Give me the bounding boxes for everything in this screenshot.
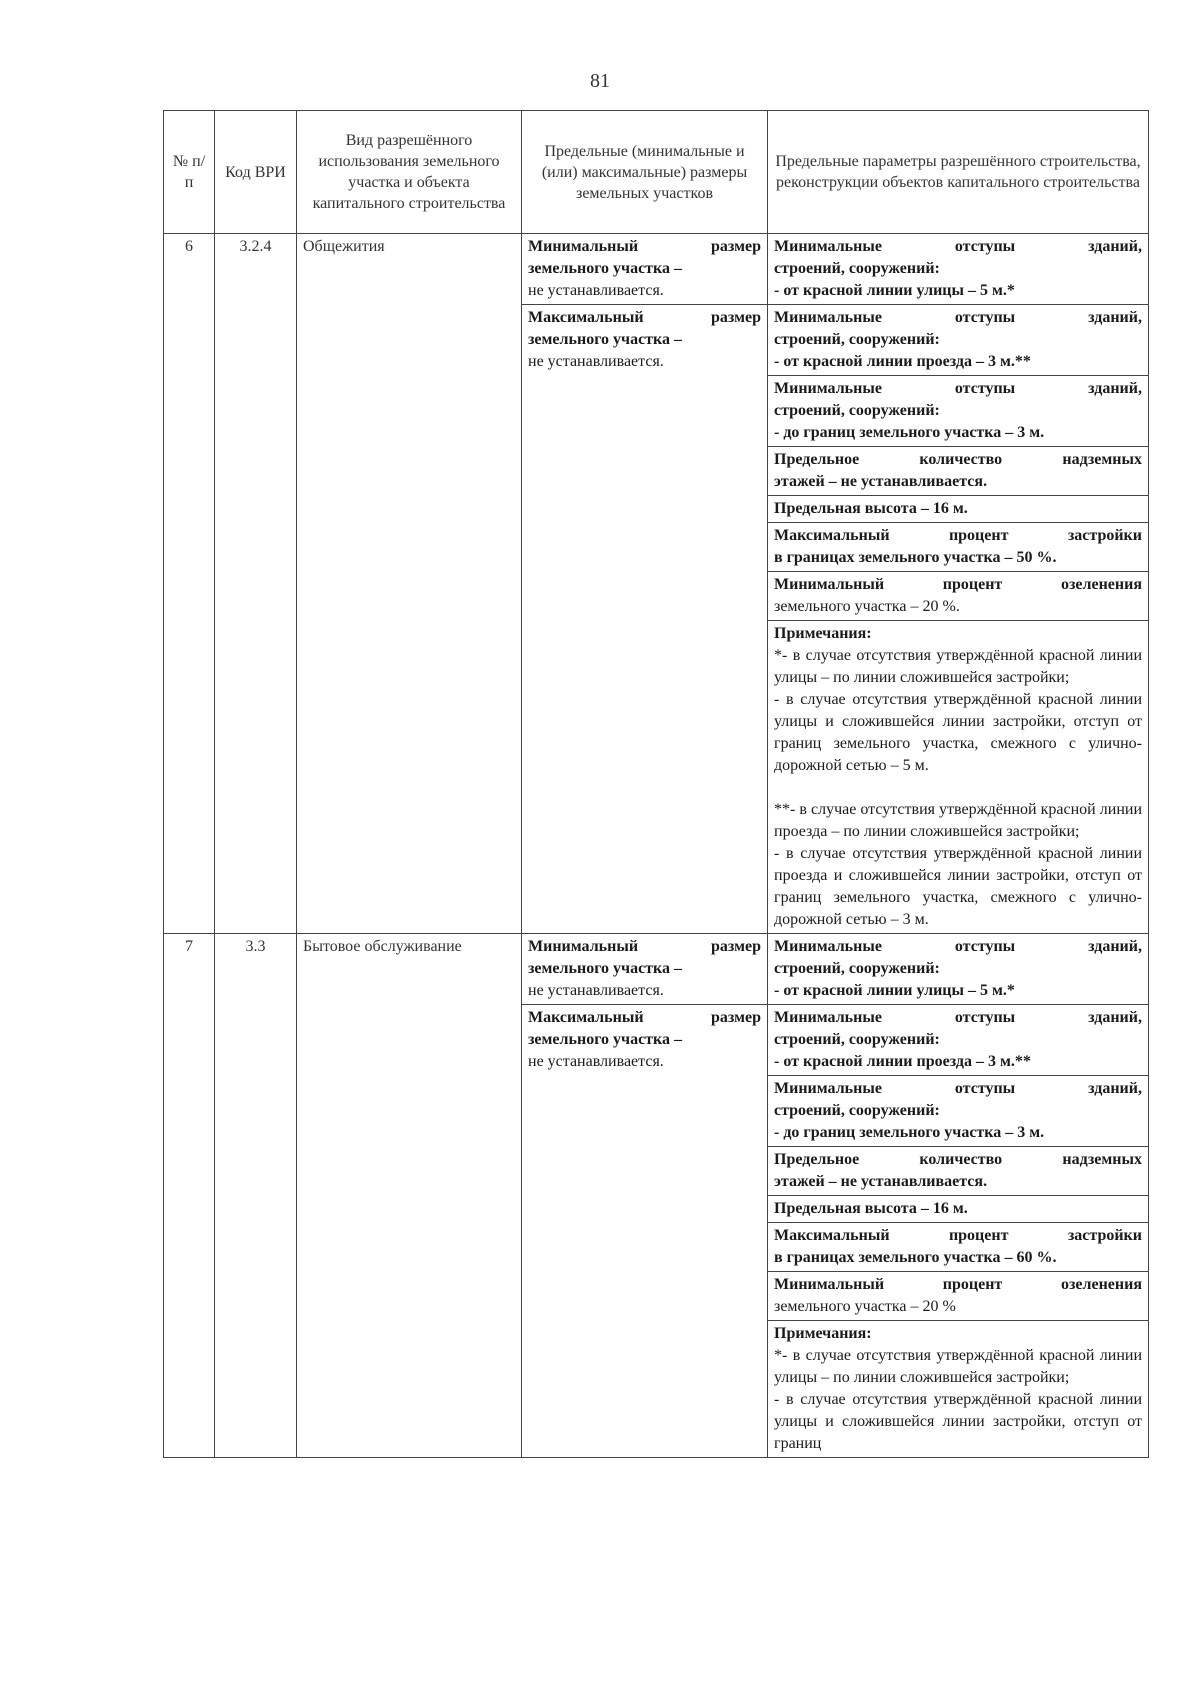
- notes-title: Примечания:: [774, 625, 872, 642]
- param-head: Минимальные отступы зданий,: [774, 238, 1142, 255]
- param-head: Минимальные отступы зданий,: [774, 938, 1142, 955]
- param-cell: [768, 1272, 1149, 1321]
- max-size-title: Максимальный размер: [528, 1009, 761, 1026]
- param-line: строений, сооружений:: [774, 402, 940, 419]
- param-line: строений, сооружений:: [774, 260, 940, 277]
- param-head: Предельное количество надземных: [774, 451, 1142, 468]
- note-paragraph: **- в случае отсутствия утверждённой красной линии проезда – по линии сложившейся застройки;: [774, 801, 1142, 840]
- row-kind: Общежития: [297, 234, 522, 934]
- table-row: [164, 934, 1149, 1005]
- param-line: - от красной линии проезда – 3 м.**: [774, 353, 1031, 370]
- param-cell: [768, 234, 1149, 305]
- max-size-line2: земельного участка –: [528, 1031, 683, 1048]
- param-line: - до границ земельного участка – 3 м.: [774, 424, 1045, 441]
- param-head: Минимальный процент озеленения: [774, 576, 1142, 593]
- param-line: строений, сооружений:: [774, 1102, 940, 1119]
- table-row: [164, 234, 1149, 305]
- max-size-value: не устанавливается.: [528, 1053, 664, 1070]
- min-size-title: Минимальный размер: [528, 938, 761, 955]
- row-code: 3.2.4: [215, 234, 297, 934]
- param-line: этажей – не устанавливается.: [774, 1173, 988, 1190]
- param-line: Предельная высота – 16 м.: [774, 500, 968, 517]
- param-line: строений, сооружений:: [774, 1031, 940, 1048]
- regulations-table: [163, 110, 1149, 1458]
- table-header-row: [164, 111, 1149, 234]
- max-size-value: не устанавливается.: [528, 353, 664, 370]
- param-cell: [768, 305, 1149, 376]
- param-line: Предельная высота – 16 м.: [774, 1200, 968, 1217]
- param-line: в границах земельного участка – 60 %.: [774, 1249, 1057, 1266]
- note-paragraph: - в случае отсутствия утверждённой красной линии проезда и сложившейся линии застройки, отступ от границ земельного участка, смежного с улично-дорожной сетью – 3 м.: [774, 845, 1142, 928]
- param-line: - до границ земельного участка – 3 м.: [774, 1124, 1045, 1141]
- page-number: 81: [590, 70, 610, 92]
- param-line: - от красной линии проезда – 3 м.**: [774, 1053, 1031, 1070]
- header-kind: Вид разрешённого использования земельного участка и объекта капитального строительства: [297, 111, 522, 234]
- header-code: Код ВРИ: [215, 111, 297, 234]
- min-size-value: не устанавливается.: [528, 282, 664, 299]
- header-sizes: Предельные (минимальные и (или) максимальные) размеры земельных участков: [522, 111, 768, 234]
- param-cell: [768, 1147, 1149, 1196]
- param-cell: [768, 1196, 1149, 1223]
- header-params: Предельные параметры разрешённого строительства, реконструкции объектов капитального строительства: [768, 111, 1149, 234]
- row-num: 6: [164, 234, 215, 934]
- param-line: - от красной линии улицы – 5 м.*: [774, 282, 1015, 299]
- notes-cell: [768, 1321, 1149, 1458]
- param-cell: [768, 934, 1149, 1005]
- max-size-line2: земельного участка –: [528, 331, 683, 348]
- min-size-cell: [522, 934, 768, 1005]
- param-line: строений, сооружений:: [774, 960, 940, 977]
- max-size-title: Максимальный размер: [528, 309, 761, 326]
- min-size-title: Минимальный размер: [528, 238, 761, 255]
- param-line: этажей – не устанавливается.: [774, 473, 988, 490]
- row-num: 7: [164, 934, 215, 1458]
- min-size-line2: земельного участка –: [528, 960, 683, 977]
- param-cell: [768, 1076, 1149, 1147]
- param-head: Минимальные отступы зданий,: [774, 380, 1142, 397]
- param-cell: [768, 1223, 1149, 1272]
- param-head: Минимальные отступы зданий,: [774, 1009, 1142, 1026]
- param-cell: [768, 523, 1149, 572]
- param-line: в границах земельного участка – 50 %.: [774, 549, 1057, 566]
- row-code: 3.3: [215, 934, 297, 1458]
- param-line: строений, сооружений:: [774, 331, 940, 348]
- param-head: Максимальный процент застройки: [774, 1227, 1142, 1244]
- notes-title: Примечания:: [774, 1325, 872, 1342]
- note-paragraph: - в случае отсутствия утверждённой красной линии улицы и сложившейся линии застройки, отступ от границ: [774, 1391, 1142, 1452]
- param-line: земельного участка – 20 %.: [774, 598, 960, 615]
- param-line: земельного участка – 20 %: [774, 1298, 956, 1315]
- note-paragraph: *- в случае отсутствия утверждённой красной линии улицы – по линии сложившейся застройки;: [774, 647, 1142, 686]
- param-head: Минимальный процент озеленения: [774, 1276, 1142, 1293]
- param-cell: [768, 447, 1149, 496]
- param-head: Максимальный процент застройки: [774, 527, 1142, 544]
- min-size-line2: земельного участка –: [528, 260, 683, 277]
- header-num: № п/п: [164, 111, 215, 234]
- note-paragraph: *- в случае отсутствия утверждённой красной линии улицы – по линии сложившейся застройки;: [774, 1347, 1142, 1386]
- param-cell: [768, 572, 1149, 621]
- param-head: Минимальные отступы зданий,: [774, 309, 1142, 326]
- min-size-cell: [522, 234, 768, 305]
- param-head: Предельное количество надземных: [774, 1151, 1142, 1168]
- max-size-cell: [522, 1005, 768, 1458]
- note-paragraph: - в случае отсутствия утверждённой красной линии улицы и сложившейся линии застройки, отступ от границ земельного участка, смежного с улично-дорожной сетью – 5 м.: [774, 691, 1142, 774]
- min-size-value: не устанавливается.: [528, 982, 664, 999]
- param-cell: [768, 376, 1149, 447]
- param-head: Минимальные отступы зданий,: [774, 1080, 1142, 1097]
- param-cell: [768, 1005, 1149, 1076]
- param-cell: [768, 496, 1149, 523]
- max-size-cell: [522, 305, 768, 934]
- notes-cell: [768, 621, 1149, 934]
- param-line: - от красной линии улицы – 5 м.*: [774, 982, 1015, 999]
- row-kind: Бытовое обслуживание: [297, 934, 522, 1458]
